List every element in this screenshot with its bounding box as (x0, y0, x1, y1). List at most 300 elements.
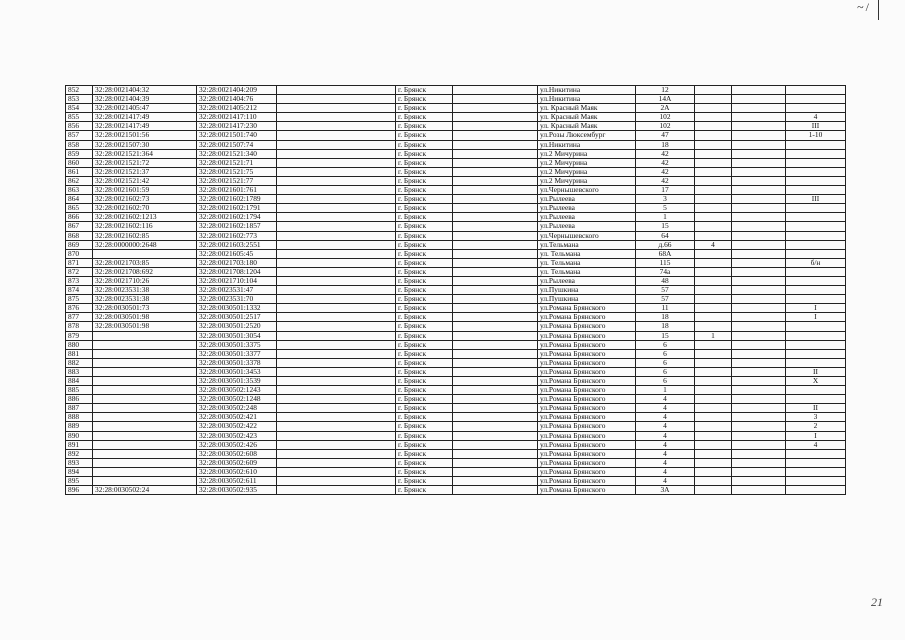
cell-row-number: 862 (66, 176, 93, 185)
corner-edge-line (878, 0, 879, 20)
cell-blank-col-1 (277, 422, 396, 431)
cell-building (695, 149, 732, 158)
cell-building (695, 422, 732, 431)
cell-row-number: 873 (66, 276, 93, 285)
cell-city: г. Брянск (396, 295, 453, 304)
cell-building (695, 286, 732, 295)
cell-cadastral-number-object: 32:28:0030502:609 (197, 458, 277, 467)
cell-blank-col-3 (732, 286, 786, 295)
cell-blank-col-1 (277, 276, 396, 285)
cell-street: ул.Романа Брянского (538, 458, 636, 467)
cell-cadastral-number-object: 32:28:0021405:212 (197, 104, 277, 113)
cell-cadastral-number-object: 32:28:0030501:1332 (197, 304, 277, 313)
cell-cadastral-number-land (93, 367, 197, 376)
cell-house-number: 74а (636, 267, 695, 276)
cell-cadastral-number-land (93, 377, 197, 386)
cell-cadastral-number-land: 32:28:0021602:70 (93, 204, 197, 213)
cell-row-number: 879 (66, 331, 93, 340)
cell-building (695, 431, 732, 440)
cell-apartment (786, 95, 846, 104)
cell-house-number: 102 (636, 122, 695, 131)
cell-cadastral-number-land (93, 404, 197, 413)
cell-cadastral-number-object: 32:28:0030501:2520 (197, 322, 277, 331)
table-row (66, 240, 846, 249)
cell-blank-col-3 (732, 104, 786, 113)
cell-city: г. Брянск (396, 104, 453, 113)
cell-house-number: 57 (636, 286, 695, 295)
cell-row-number: 894 (66, 467, 93, 476)
cell-blank-col-3 (732, 358, 786, 367)
cell-street: ул.Романа Брянского (538, 313, 636, 322)
cell-blank-col-1 (277, 213, 396, 222)
cell-building (695, 231, 732, 240)
cell-cadastral-number-land: 32:28:0021521:364 (93, 149, 197, 158)
cell-apartment: I (786, 304, 846, 313)
cell-cadastral-number-land: 32:28:0021521:72 (93, 158, 197, 167)
cell-street: ул.Романа Брянского (538, 477, 636, 486)
cell-city: г. Брянск (396, 404, 453, 413)
cell-cadastral-number-land (93, 440, 197, 449)
cell-city: г. Брянск (396, 86, 453, 95)
cell-cadastral-number-object: 32:28:0030501:3375 (197, 340, 277, 349)
cell-blank-col-3 (732, 377, 786, 386)
cell-blank-col-3 (732, 422, 786, 431)
cell-blank-col-2 (453, 131, 538, 140)
cell-street: ул.Романа Брянского (538, 413, 636, 422)
table-body (66, 86, 846, 495)
cell-cadastral-number-object: 32:28:0030502:608 (197, 449, 277, 458)
table-row (66, 95, 846, 104)
table-row (66, 276, 846, 285)
cell-blank-col-1 (277, 358, 396, 367)
cell-blank-col-1 (277, 458, 396, 467)
cell-city: г. Брянск (396, 95, 453, 104)
cell-blank-col-3 (732, 86, 786, 95)
cell-cadastral-number-object: 32:28:0021404:209 (197, 86, 277, 95)
cell-street: ул.2 Мичурина (538, 149, 636, 158)
cell-blank-col-1 (277, 322, 396, 331)
cell-house-number: 6 (636, 340, 695, 349)
cell-cadastral-number-object: 32:28:0030502:610 (197, 467, 277, 476)
table-row (66, 131, 846, 140)
cell-city: г. Брянск (396, 240, 453, 249)
cell-street: ул.Чернышевского (538, 186, 636, 195)
cell-blank-col-1 (277, 295, 396, 304)
cell-street: ул.Романа Брянского (538, 304, 636, 313)
cell-cadastral-number-object: 32:28:0021703:180 (197, 258, 277, 267)
cell-blank-col-1 (277, 140, 396, 149)
cell-city: г. Брянск (396, 167, 453, 176)
cell-cadastral-number-land (93, 477, 197, 486)
cell-cadastral-number-object: 32:28:0021605:45 (197, 249, 277, 258)
cell-blank-col-3 (732, 186, 786, 195)
cell-blank-col-1 (277, 167, 396, 176)
cell-street: ул.Тельмана (538, 240, 636, 249)
table-row (66, 267, 846, 276)
cell-street: ул.Розы Люксембург (538, 131, 636, 140)
table-row (66, 404, 846, 413)
cell-blank-col-1 (277, 404, 396, 413)
cell-blank-col-2 (453, 222, 538, 231)
cell-cadastral-number-land: 32:28:0030502:24 (93, 486, 197, 495)
cell-cadastral-number-land (93, 431, 197, 440)
cell-house-number: 4 (636, 440, 695, 449)
table-row (66, 167, 846, 176)
cell-blank-col-1 (277, 176, 396, 185)
cell-row-number: 863 (66, 186, 93, 195)
cell-blank-col-2 (453, 449, 538, 458)
cell-blank-col-3 (732, 367, 786, 376)
cell-apartment: 3 (786, 413, 846, 422)
cell-cadastral-number-land: 32:28:0030501:98 (93, 322, 197, 331)
cell-city: г. Брянск (396, 367, 453, 376)
cell-apartment (786, 286, 846, 295)
cell-apartment (786, 249, 846, 258)
cell-building (695, 458, 732, 467)
table-row (66, 258, 846, 267)
cell-cadastral-number-object: 32:28:0021417:110 (197, 113, 277, 122)
cell-street: ул.Рылеева (538, 204, 636, 213)
cell-street: ул. Красный Маяк (538, 104, 636, 113)
cell-cadastral-number-object: 32:28:0030501:3453 (197, 367, 277, 376)
cell-street: ул. Тельмана (538, 258, 636, 267)
cell-row-number: 856 (66, 122, 93, 131)
cell-street: ул.Рылеева (538, 195, 636, 204)
cell-cadastral-number-land (93, 386, 197, 395)
cell-house-number: 42 (636, 167, 695, 176)
cell-street: ул.Никитина (538, 95, 636, 104)
cell-blank-col-2 (453, 322, 538, 331)
cell-row-number: 891 (66, 440, 93, 449)
cell-apartment (786, 240, 846, 249)
cell-building (695, 404, 732, 413)
cell-apartment (786, 204, 846, 213)
cell-apartment (786, 477, 846, 486)
table-row (66, 331, 846, 340)
cell-building (695, 413, 732, 422)
cell-blank-col-3 (732, 322, 786, 331)
cell-building (695, 477, 732, 486)
cell-blank-col-3 (732, 449, 786, 458)
cell-cadastral-number-object: 32:28:0030502:422 (197, 422, 277, 431)
table-row (66, 113, 846, 122)
cell-blank-col-2 (453, 440, 538, 449)
cell-house-number: 18 (636, 322, 695, 331)
cell-blank-col-1 (277, 95, 396, 104)
cell-blank-col-2 (453, 477, 538, 486)
cell-street: ул.2 Мичурина (538, 176, 636, 185)
cell-apartment (786, 186, 846, 195)
cell-blank-col-3 (732, 340, 786, 349)
cell-building (695, 313, 732, 322)
cell-cadastral-number-object: 32:28:0021603:2551 (197, 240, 277, 249)
table-row (66, 477, 846, 486)
cell-cadastral-number-object: 32:28:0030501:3378 (197, 358, 277, 367)
cell-cadastral-number-land: 32:28:0000000:2648 (93, 240, 197, 249)
cell-cadastral-number-object: 32:28:0030502:1243 (197, 386, 277, 395)
cell-building (695, 204, 732, 213)
cell-apartment (786, 176, 846, 185)
cell-city: г. Брянск (396, 449, 453, 458)
cell-building (695, 186, 732, 195)
table-row (66, 176, 846, 185)
cell-blank-col-1 (277, 267, 396, 276)
cell-blank-col-3 (732, 295, 786, 304)
cell-row-number: 896 (66, 486, 93, 495)
cell-building (695, 140, 732, 149)
cell-blank-col-3 (732, 158, 786, 167)
cell-building (695, 449, 732, 458)
cell-blank-col-2 (453, 431, 538, 440)
cell-cadastral-number-object: 32:28:0030502:248 (197, 404, 277, 413)
cell-blank-col-2 (453, 313, 538, 322)
cell-building (695, 104, 732, 113)
cell-apartment: 1-10 (786, 131, 846, 140)
cell-house-number: 17 (636, 186, 695, 195)
cell-cadastral-number-land: 32:28:0021602:85 (93, 231, 197, 240)
cell-apartment (786, 295, 846, 304)
table-row (66, 377, 846, 386)
table-row (66, 140, 846, 149)
cell-house-number: 115 (636, 258, 695, 267)
cell-apartment: 2 (786, 422, 846, 431)
cell-city: г. Брянск (396, 431, 453, 440)
cell-apartment (786, 231, 846, 240)
cell-blank-col-1 (277, 122, 396, 131)
cell-house-number: 42 (636, 176, 695, 185)
cell-blank-col-2 (453, 186, 538, 195)
cell-blank-col-2 (453, 95, 538, 104)
cell-blank-col-1 (277, 149, 396, 158)
cell-cadastral-number-land: 32:28:0021417:49 (93, 113, 197, 122)
cell-street: ул.2 Мичурина (538, 167, 636, 176)
cell-blank-col-3 (732, 176, 786, 185)
cell-blank-col-2 (453, 240, 538, 249)
cell-house-number: 4 (636, 404, 695, 413)
cell-blank-col-1 (277, 158, 396, 167)
cell-cadastral-number-land: 32:28:0021602:73 (93, 195, 197, 204)
cell-blank-col-1 (277, 195, 396, 204)
cell-apartment (786, 213, 846, 222)
cell-cadastral-number-object: 32:28:0030501:3539 (197, 377, 277, 386)
table-row (66, 249, 846, 258)
cell-apartment: X (786, 377, 846, 386)
cell-row-number: 872 (66, 267, 93, 276)
cell-building: 4 (695, 240, 732, 249)
cell-row-number: 875 (66, 295, 93, 304)
cell-street: ул.Романа Брянского (538, 449, 636, 458)
table-row (66, 231, 846, 240)
cell-cadastral-number-object: 32:28:0021521:71 (197, 158, 277, 167)
cell-cadastral-number-object: 32:28:0021602:773 (197, 231, 277, 240)
cell-blank-col-2 (453, 486, 538, 495)
cell-apartment (786, 167, 846, 176)
cell-apartment: III (786, 122, 846, 131)
cell-blank-col-2 (453, 267, 538, 276)
cell-cadastral-number-object: 32:28:0021601:761 (197, 186, 277, 195)
cell-street: ул.Никитина (538, 140, 636, 149)
cell-house-number: д.66 (636, 240, 695, 249)
cell-city: г. Брянск (396, 358, 453, 367)
cell-street: ул.Рылеева (538, 213, 636, 222)
cell-blank-col-3 (732, 349, 786, 358)
cell-street: ул.Романа Брянского (538, 395, 636, 404)
cell-blank-col-1 (277, 131, 396, 140)
cell-row-number: 882 (66, 358, 93, 367)
cell-building (695, 440, 732, 449)
cell-cadastral-number-object: 32:28:0030502:1248 (197, 395, 277, 404)
cell-blank-col-1 (277, 104, 396, 113)
cell-blank-col-1 (277, 395, 396, 404)
cell-city: г. Брянск (396, 395, 453, 404)
cell-house-number: 4 (636, 422, 695, 431)
cell-blank-col-2 (453, 258, 538, 267)
cell-cadastral-number-land (93, 349, 197, 358)
cell-blank-col-1 (277, 449, 396, 458)
cell-cadastral-number-object: 32:28:0030501:2517 (197, 313, 277, 322)
cell-blank-col-3 (732, 195, 786, 204)
cell-house-number: 4 (636, 477, 695, 486)
cell-cadastral-number-land (93, 467, 197, 476)
cell-blank-col-3 (732, 304, 786, 313)
cell-cadastral-number-object: 32:28:0021602:1791 (197, 204, 277, 213)
cell-apartment (786, 449, 846, 458)
cell-house-number: 42 (636, 158, 695, 167)
cell-blank-col-1 (277, 386, 396, 395)
cell-city: г. Брянск (396, 267, 453, 276)
cell-blank-col-2 (453, 395, 538, 404)
cell-apartment (786, 104, 846, 113)
cell-row-number: 889 (66, 422, 93, 431)
cell-blank-col-1 (277, 331, 396, 340)
cell-building (695, 377, 732, 386)
cell-blank-col-1 (277, 486, 396, 495)
cell-street: ул. Тельмана (538, 267, 636, 276)
cell-apartment: I (786, 313, 846, 322)
cell-blank-col-1 (277, 340, 396, 349)
cell-blank-col-2 (453, 176, 538, 185)
table-row (66, 395, 846, 404)
cell-building (695, 249, 732, 258)
cell-row-number: 869 (66, 240, 93, 249)
cell-blank-col-1 (277, 467, 396, 476)
cell-cadastral-number-land (93, 358, 197, 367)
table-row (66, 413, 846, 422)
table-row (66, 367, 846, 376)
cell-row-number: 855 (66, 113, 93, 122)
cell-house-number: 6 (636, 377, 695, 386)
cell-blank-col-2 (453, 122, 538, 131)
cell-street: ул.Романа Брянского (538, 349, 636, 358)
cell-street: ул.Романа Брянского (538, 358, 636, 367)
cell-apartment (786, 276, 846, 285)
cell-building (695, 340, 732, 349)
cell-house-number: 2А (636, 104, 695, 113)
table-row (66, 149, 846, 158)
cell-blank-col-2 (453, 158, 538, 167)
cell-blank-col-3 (732, 467, 786, 476)
cell-blank-col-1 (277, 86, 396, 95)
cell-building (695, 95, 732, 104)
cell-blank-col-2 (453, 213, 538, 222)
cell-house-number: 4 (636, 431, 695, 440)
cell-street: ул.Рылеева (538, 276, 636, 285)
cell-cadastral-number-object: 32:28:0021521:340 (197, 149, 277, 158)
cell-street: ул.Романа Брянского (538, 377, 636, 386)
cell-cadastral-number-land: 32:28:0023531:38 (93, 295, 197, 304)
cell-street: ул.Пушкина (538, 286, 636, 295)
cell-apartment (786, 349, 846, 358)
cell-house-number: 15 (636, 331, 695, 340)
cell-apartment (786, 458, 846, 467)
cell-blank-col-1 (277, 231, 396, 240)
cell-row-number: 890 (66, 431, 93, 440)
cell-cadastral-number-object: 32:28:0021710:104 (197, 276, 277, 285)
cell-blank-col-2 (453, 86, 538, 95)
cell-building (695, 322, 732, 331)
cell-blank-col-1 (277, 222, 396, 231)
cell-cadastral-number-land: 32:28:0021708:692 (93, 267, 197, 276)
cell-blank-col-1 (277, 431, 396, 440)
cell-blank-col-2 (453, 386, 538, 395)
cell-building (695, 386, 732, 395)
cell-street: ул.Чернышевского (538, 231, 636, 240)
cell-city: г. Брянск (396, 276, 453, 285)
cell-blank-col-2 (453, 413, 538, 422)
cell-blank-col-2 (453, 358, 538, 367)
cell-row-number: 877 (66, 313, 93, 322)
cell-city: г. Брянск (396, 158, 453, 167)
cell-blank-col-2 (453, 349, 538, 358)
cell-blank-col-3 (732, 276, 786, 285)
cell-house-number: 1 (636, 213, 695, 222)
cell-city: г. Брянск (396, 231, 453, 240)
cell-blank-col-1 (277, 313, 396, 322)
cell-blank-col-2 (453, 340, 538, 349)
cell-city: г. Брянск (396, 467, 453, 476)
cell-cadastral-number-land (93, 395, 197, 404)
cell-blank-col-2 (453, 404, 538, 413)
cell-house-number: 4 (636, 467, 695, 476)
cell-blank-col-3 (732, 386, 786, 395)
cell-blank-col-3 (732, 113, 786, 122)
cell-building (695, 195, 732, 204)
cell-cadastral-number-object: 32:28:0021501:740 (197, 131, 277, 140)
table-row (66, 422, 846, 431)
cell-row-number: 871 (66, 258, 93, 267)
cell-cadastral-number-land (93, 340, 197, 349)
cell-cadastral-number-land (93, 331, 197, 340)
cell-street: ул.Романа Брянского (538, 367, 636, 376)
cell-row-number: 859 (66, 149, 93, 158)
table-row (66, 440, 846, 449)
cell-cadastral-number-land: 32:28:0021521:42 (93, 176, 197, 185)
cell-blank-col-1 (277, 377, 396, 386)
cell-building (695, 304, 732, 313)
table-row (66, 158, 846, 167)
cell-blank-col-2 (453, 331, 538, 340)
cell-house-number: 48 (636, 276, 695, 285)
cell-blank-col-3 (732, 240, 786, 249)
cell-blank-col-1 (277, 204, 396, 213)
cell-blank-col-2 (453, 204, 538, 213)
cell-building (695, 367, 732, 376)
cell-blank-col-3 (732, 258, 786, 267)
table-row (66, 122, 846, 131)
table-row (66, 286, 846, 295)
cell-blank-col-3 (732, 131, 786, 140)
cell-row-number: 854 (66, 104, 93, 113)
